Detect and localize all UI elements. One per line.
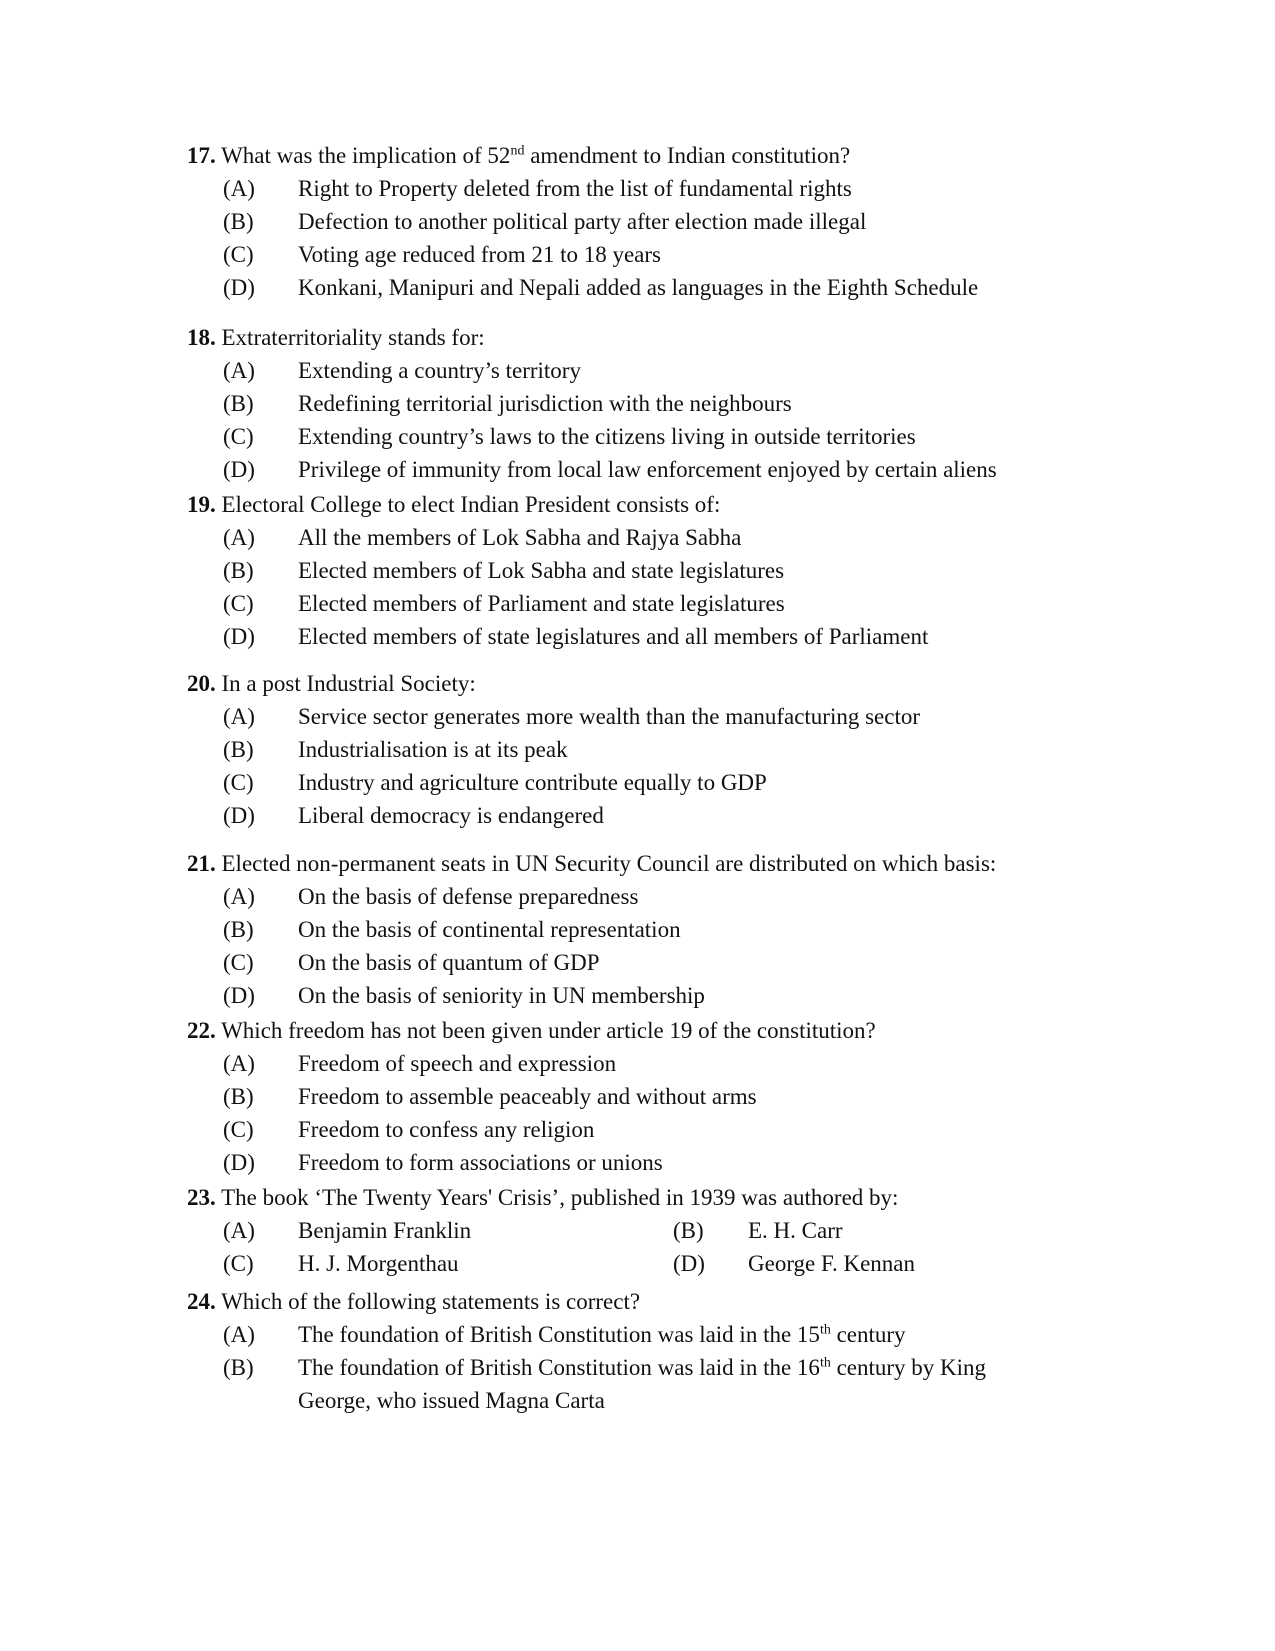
question-19 [187, 489, 1087, 653]
option-text: Voting age reduced from 21 to 18 years [298, 242, 662, 267]
question-number: 22. [187, 1018, 216, 1043]
question-stem [187, 848, 1087, 880]
option-row-cd [187, 1247, 1087, 1280]
option-a [187, 1318, 1087, 1351]
option-superscript: th [819, 1355, 831, 1371]
stem-text: Extraterritoriality stands for: [221, 325, 485, 350]
option-text: All the members of Lok Sabha and Rajya Sabha [298, 525, 742, 550]
option-text: On the basis of continental representation [298, 917, 681, 942]
option-text: Elected members of Lok Sabha and state legislatures [298, 558, 785, 583]
option-a [187, 1047, 1087, 1080]
option-label: (D) [223, 1150, 255, 1175]
option-text: Liberal democracy is endangered [298, 803, 604, 828]
option-label: (C) [223, 770, 254, 795]
option-b [187, 387, 1087, 420]
question-21 [187, 848, 1087, 1012]
option-text: Benjamin Franklin [298, 1218, 472, 1243]
option-text: H. J. Morgenthau [298, 1251, 459, 1276]
option-label: (B) [223, 737, 254, 762]
option-text: Defection to another political party after election made illegal [298, 209, 867, 234]
question-number: 23. [187, 1185, 216, 1210]
option-text: Freedom to form associations or unions [298, 1150, 663, 1175]
question-stem [187, 140, 1087, 172]
option-c [187, 766, 1087, 799]
option-d [187, 620, 1087, 653]
option-label: (A) [223, 176, 255, 201]
question-number: 19. [187, 492, 216, 517]
option-text-start: The foundation of British Constitution was laid in the 16 [298, 1355, 820, 1380]
option-text [298, 1318, 906, 1351]
question-20 [187, 668, 1087, 832]
option-b [187, 554, 1087, 587]
option-text: Freedom of speech and expression [298, 1051, 617, 1076]
question-stem [187, 668, 1087, 700]
question-number: 21. [187, 851, 216, 876]
option-label: (D) [223, 624, 255, 649]
option-text: Industrialisation is at its peak [298, 737, 568, 762]
option-text: Service sector generates more wealth than the manufacturing sector [298, 704, 921, 729]
option-b-continuation [187, 1384, 1087, 1417]
option-d [187, 453, 1087, 486]
option-label: (B) [223, 917, 254, 942]
option-a [187, 354, 1087, 387]
option-text: Industry and agriculture contribute equally to GDP [298, 770, 767, 795]
option-a [187, 521, 1087, 554]
option-text: Elected members of state legislatures and all members of Parliament [298, 624, 929, 649]
option-d [187, 799, 1087, 832]
option-c [187, 238, 1087, 271]
question-stem [187, 1182, 1087, 1214]
question-stem [187, 1015, 1087, 1047]
option-text: Privilege of immunity from local law enforcement enjoyed by certain aliens [298, 457, 997, 482]
option-label: (D) [223, 275, 255, 300]
option-label: (A) [223, 1218, 255, 1243]
option-text: Freedom to confess any religion [298, 1117, 595, 1142]
option-text-end: century [830, 1322, 906, 1347]
option-label: (D) [223, 983, 255, 1008]
option-text: Elected members of Parliament and state legislatures [298, 591, 785, 616]
option-label: (C) [223, 591, 254, 616]
option-b [187, 913, 1087, 946]
stem-text: What was the implication of 52 [221, 143, 511, 168]
option-label: (D) [223, 457, 255, 482]
option-label: (B) [223, 209, 254, 234]
option-superscript: th [819, 1322, 831, 1338]
option-label: (C) [223, 424, 254, 449]
option-label: (A) [223, 358, 255, 383]
option-d [187, 979, 1087, 1012]
option-text: Extending a country’s territory [298, 358, 581, 383]
option-b [187, 1080, 1087, 1113]
option-row-ab [187, 1214, 1087, 1247]
option-text: Redefining territorial jurisdiction with the neighbours [298, 391, 792, 416]
option-text: E. H. Carr [748, 1218, 843, 1243]
option-b [187, 733, 1087, 766]
stem-text-end: amendment to Indian constitution? [524, 143, 851, 168]
question-stem [187, 489, 1087, 521]
option-label: (A) [223, 884, 255, 909]
option-c [187, 587, 1087, 620]
option-label: (C) [223, 950, 254, 975]
option-label: (B) [223, 558, 254, 583]
stem-text: The book ‘The Twenty Years' Crisis’, published in 1939 was authored by: [221, 1185, 899, 1210]
option-b [187, 205, 1087, 238]
option-label: (C) [223, 242, 254, 267]
question-18 [187, 322, 1087, 486]
option-text [298, 1351, 986, 1384]
option-c [187, 420, 1087, 453]
option-c [187, 946, 1087, 979]
question-number: 18. [187, 325, 216, 350]
option-d [187, 271, 1087, 304]
option-text: George, who issued Magna Carta [298, 1388, 605, 1413]
option-text: George F. Kennan [748, 1251, 915, 1276]
option-label: (D) [223, 803, 255, 828]
option-label: (B) [223, 391, 254, 416]
option-label: (A) [223, 1051, 255, 1076]
option-label: (A) [223, 525, 255, 550]
option-text: Konkani, Manipuri and Nepali added as languages in the Eighth Schedule [298, 275, 979, 300]
stem-text: Electoral College to elect Indian President consists of: [221, 492, 721, 517]
option-a [187, 172, 1087, 205]
question-number: 17. [187, 143, 216, 168]
option-b [187, 1351, 1087, 1384]
question-number: 20. [187, 671, 216, 696]
option-a [187, 880, 1087, 913]
option-label: (B) [673, 1218, 704, 1243]
option-label: (B) [223, 1084, 254, 1109]
question-number: 24. [187, 1289, 216, 1314]
option-text: Freedom to assemble peaceably and without arms [298, 1084, 757, 1109]
option-text: On the basis of quantum of GDP [298, 950, 600, 975]
option-label: (C) [223, 1251, 254, 1276]
stem-superscript: nd [510, 143, 525, 159]
option-label: (D) [673, 1251, 705, 1276]
stem-text: Elected non-permanent seats in UN Security Council are distributed on which basis: [221, 851, 997, 876]
option-d [187, 1146, 1087, 1179]
question-17 [187, 140, 1087, 304]
option-text: Right to Property deleted from the list of fundamental rights [298, 176, 852, 201]
option-label: (A) [223, 704, 255, 729]
option-text-start: The foundation of British Constitution was laid in the 15 [298, 1322, 820, 1347]
option-c [187, 1113, 1087, 1146]
stem-text: Which of the following statements is correct? [221, 1289, 641, 1314]
option-text: Extending country’s laws to the citizens living in outside territories [298, 424, 916, 449]
question-stem [187, 322, 1087, 354]
option-a [187, 700, 1087, 733]
question-22 [187, 1015, 1087, 1179]
stem-text: In a post Industrial Society: [221, 671, 476, 696]
option-text-end: century by King [830, 1355, 987, 1380]
option-text: On the basis of seniority in UN membership [298, 983, 705, 1008]
question-23 [187, 1182, 1087, 1280]
stem-text: Which freedom has not been given under article 19 of the constitution? [221, 1018, 876, 1043]
option-text: On the basis of defense preparedness [298, 884, 639, 909]
option-label: (A) [223, 1322, 255, 1347]
option-label: (B) [223, 1355, 254, 1380]
question-24 [187, 1286, 1087, 1417]
question-stem [187, 1286, 1087, 1318]
option-label: (C) [223, 1117, 254, 1142]
